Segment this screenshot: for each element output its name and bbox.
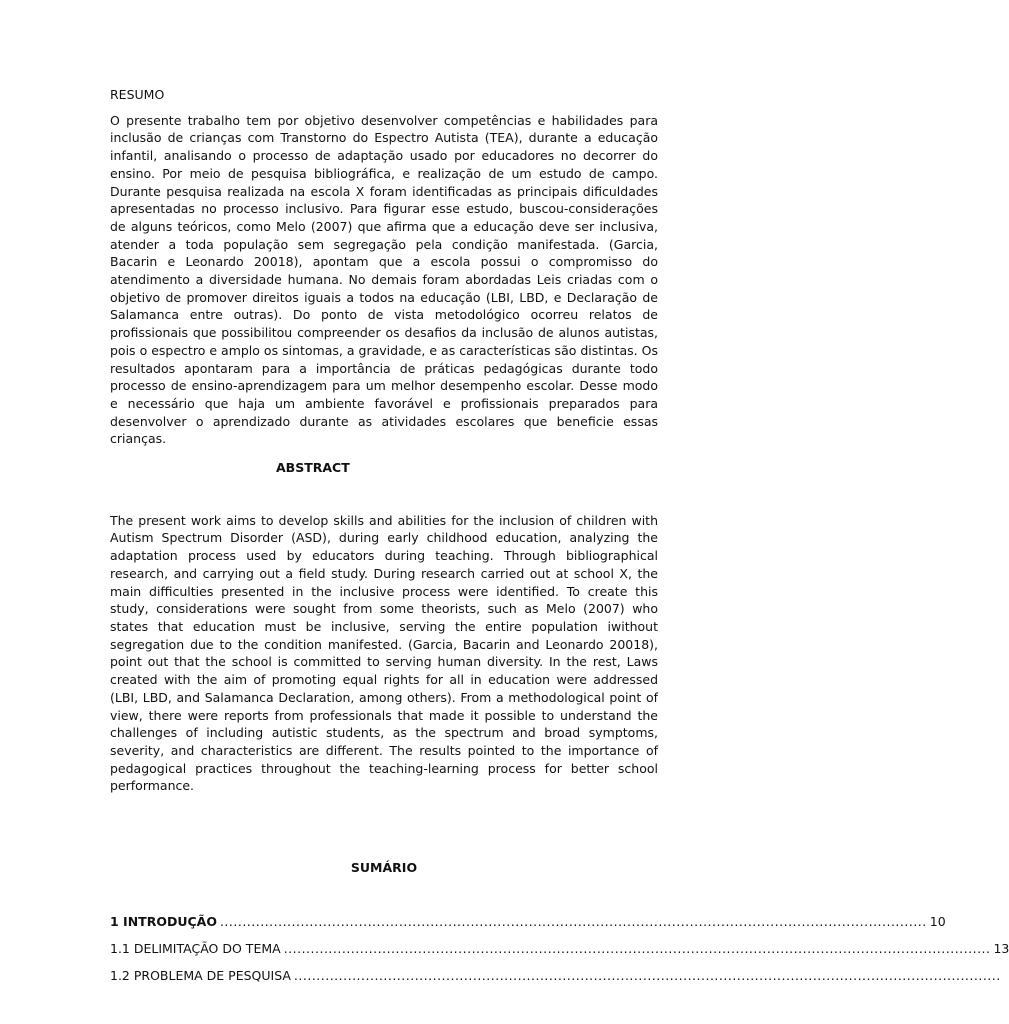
toc-entry-introducao[interactable] [110, 913, 946, 931]
toc-dot-leader: .............................................................................................................................................................. [283, 941, 991, 957]
resumo-heading: RESUMO [110, 87, 165, 102]
sumario-heading: SUMÁRIO [350, 860, 418, 876]
toc-entry-title: 1.1 DELIMITAÇÃO DO TEMA [110, 941, 281, 957]
toc-entry-title: 1.2 PROBLEMA DE PESQUISA [110, 968, 291, 984]
toc-dot-leader: .............................................................................................................................................................. [293, 968, 1001, 984]
toc-page-number: 13 [993, 941, 1009, 957]
resumo-paragraph: O presente trabalho tem por objetivo desenvolver competências e habilidades para inclusão de crianças com Transtorno do Espectro Autista (TEA), durante a educação infantil, analisando o processo de adaptação usado por educadores no decorrer do ensino. Por meio de pesquisa bibliográfica, e realização de um estudo de campo. Durante pesquisa realizada na escola X foram identificadas as principais dificuldades apresentadas no processo inclusivo. Para figurar esse estudo, buscou-considerações de alguns teóricos, como Melo (2007) que afirma que a educação deve ser inclusiva, atender a toda população sem segregação pela condição manifestada. (Garcia, Bacarin e Leonardo 20018), apontam que a escola possui o compromisso do atendimento a diversidade humana. No demais foram abordadas Leis criadas com o objetivo de promover direitos iguais a todos na educação (LBI, LBD, e Declaração de Salamanca entre outras). Do ponto de vista metodológico ocorreu relatos de profissionais que possibilitou compreender os desafios da inclusão de alunos autistas, pois o espectro e amplo os sintomas, a gravidade, e as características são distintas. Os resultados apontaram para a importância de práticas pedagógicas durante todo processo de ensino-aprendizagem para um melhor desempenho escolar. Desse modo e necessário que haja um ambiente favorável e profissionais preparados para desenvolver o aprendizado durante as atividades escolares que beneficie essas crianças. [110, 112, 658, 447]
toc-entry-problema-de-pesquisa[interactable] [110, 967, 1001, 985]
toc-page-number: 10 [929, 913, 946, 929]
toc-dot-leader: .............................................................................................................................................................. [219, 913, 927, 929]
page-content [110, 86, 1009, 995]
table-of-contents [110, 913, 1009, 985]
toc-entry-title: 1 INTRODUÇÃO [110, 913, 217, 929]
abstract-paragraph: The present work aims to develop skills and abilities for the inclusion of children with Autism Spectrum Disorder (ASD), during early childhood education, analyzing the adaptation process used by educators during teaching. Through bibliographical research, and carrying out a field study. During research carried out at school X, the main difficulties presented in the inclusive process were identified. To create this study, considerations were sought from some theorists, such as Melo (2007) who states that education must be inclusive, serving the entire population iwithout segregation due to the condition manifested. (Garcia, Bacarin and Leonardo 20018), point out that the school is committed to serving human diversity. In the rest, Laws created with the aim of promoting equal rights for all in education were addressed (LBI, LBD, and Salamanca Declaration, among others). From a methodological point of view, there were reports from professionals that made it possible to understand the challenges of including autistic students, as the spectrum and broad symptoms, severity, and characteristics are different. The results pointed to the importance of pedagogical practices throughout the teaching-learning process for better school performance. [110, 512, 658, 794]
abstract-heading: ABSTRACT [276, 460, 350, 476]
toc-entry-delimitacao-do-tema[interactable] [110, 940, 1009, 958]
